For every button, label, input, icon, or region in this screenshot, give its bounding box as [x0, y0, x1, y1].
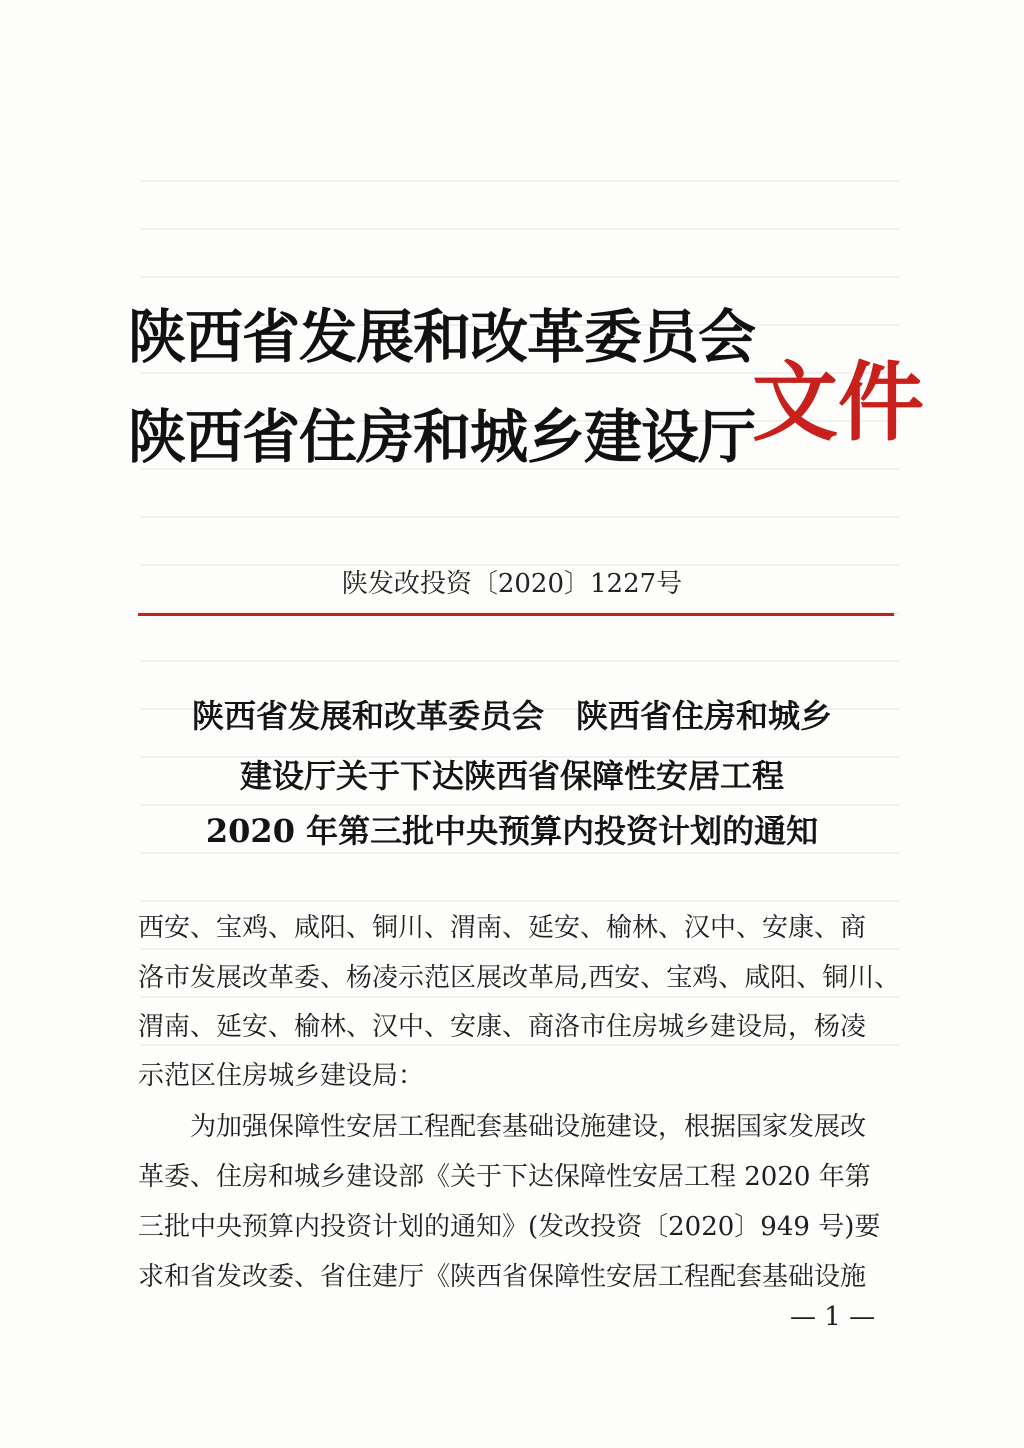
issuer-name-line-1: 陕西省发展和改革委员会 — [128, 303, 756, 371]
body-line: 示范区住房城乡建设局： — [138, 1061, 425, 1091]
body-line: 西安、宝鸡、咸阳、铜川、渭南、延安、榆林、汉中、安康、商 — [138, 913, 867, 943]
body-line: 革委、住房和城乡建设部《关于下达保障性安居工程 2020 年第 — [138, 1162, 871, 1192]
document-mark: 文件 — [752, 352, 924, 453]
title-line-2: 建设厅关于下达陕西省保障性安居工程 — [239, 757, 784, 795]
page-number: — 1 — — [790, 1302, 876, 1332]
issuer-name-line-2: 陕西省住房和城乡建设厅 — [128, 403, 756, 471]
title-line-1: 陕西省发展和改革委员会 陕西省住房和城乡 — [191, 697, 832, 735]
red-divider-rule — [138, 613, 894, 616]
title-line-3: 2020 年第三批中央预算内投资计划的通知 — [205, 812, 819, 850]
body-line: 三批中央预算内投资计划的通知》(发改投资〔2020〕949 号)要 — [138, 1212, 881, 1242]
body-line: 求和省发改委、省住建厅《陕西省保障性安居工程配套基础设施 — [138, 1262, 867, 1292]
body-line: 洛市发展改革委、杨凌示范区展改革局,西安、宝鸡、咸阳、铜川、 — [138, 963, 901, 993]
body-paragraph-start: 为加强保障性安居工程配套基础设施建设，根据国家发展改 — [190, 1112, 867, 1142]
document-number: 陕发改投资〔2020〕1227号 — [341, 569, 683, 599]
body-line: 渭南、延安、榆林、汉中、安康、商洛市住房城乡建设局，杨凌 — [138, 1012, 867, 1042]
